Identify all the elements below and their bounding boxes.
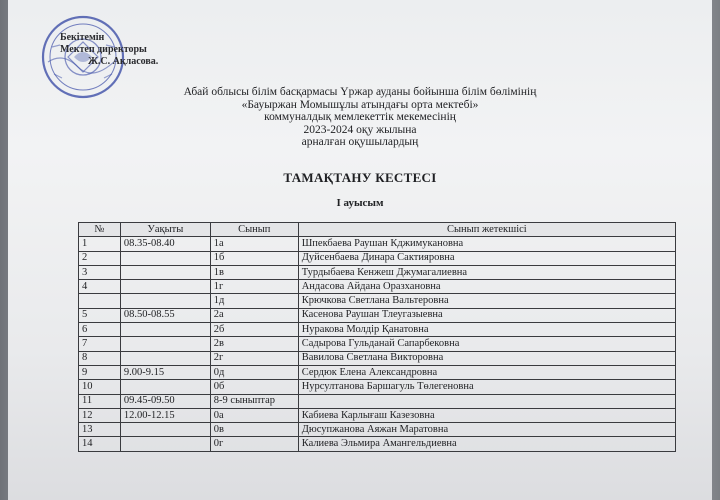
table-row xyxy=(79,423,676,437)
cell-number: 11 xyxy=(79,394,121,408)
table-row xyxy=(79,251,676,265)
cell-teacher: Дюсупжанова Аяжан Маратовна xyxy=(298,423,675,437)
cell-teacher: Вавилова Светлана Викторовна xyxy=(298,351,675,365)
cell-class: 0г xyxy=(210,437,298,451)
cell-time: 08.35-08.40 xyxy=(120,237,210,251)
cell-number: 9 xyxy=(79,365,121,379)
cell-number: 6 xyxy=(79,323,121,337)
cell-time xyxy=(120,265,210,279)
cell-number: 1 xyxy=(79,237,121,251)
cell-time xyxy=(120,294,210,308)
cell-teacher: Андасова Айдана Оразхановна xyxy=(298,280,675,294)
table-row xyxy=(79,294,676,308)
table-row xyxy=(79,337,676,351)
cell-class: 2б xyxy=(210,323,298,337)
table-row xyxy=(79,308,676,322)
cell-class: 1в xyxy=(210,265,298,279)
cell-time: 9.00-9.15 xyxy=(120,365,210,379)
cell-class: 2г xyxy=(210,351,298,365)
cell-class: 1г xyxy=(210,280,298,294)
cell-number: 10 xyxy=(79,380,121,394)
cell-teacher: Калиева Эльмира Амангельдиевна xyxy=(298,437,675,451)
cell-teacher: Шпекбаева Раушан Кджимукановна xyxy=(298,237,675,251)
column-header-number: № xyxy=(79,223,121,237)
cell-number: 4 xyxy=(79,280,121,294)
cell-number: 2 xyxy=(79,251,121,265)
cell-class: 0а xyxy=(210,408,298,422)
approval-line-1: Бекітемін xyxy=(60,32,105,43)
cell-number xyxy=(79,294,121,308)
cell-number: 3 xyxy=(79,265,121,279)
cell-class: 0д xyxy=(210,365,298,379)
cell-class: 0в xyxy=(210,423,298,437)
cell-time xyxy=(120,437,210,451)
cell-class: 1а xyxy=(210,237,298,251)
cell-time xyxy=(120,251,210,265)
table-row xyxy=(79,237,676,251)
cell-number: 8 xyxy=(79,351,121,365)
cell-time xyxy=(120,280,210,294)
cell-number: 14 xyxy=(79,437,121,451)
cell-time xyxy=(120,380,210,394)
cell-time: 09.45-09.50 xyxy=(120,394,210,408)
header-line-3: коммуналдық мемлекеттік мекемесінің xyxy=(264,111,456,123)
cell-teacher: Кабиева Карлығаш Казезовна xyxy=(298,408,675,422)
column-header-time: Уақыты xyxy=(120,223,210,237)
document-title: ТАМАҚТАНУ КЕСТЕСІ xyxy=(283,170,437,185)
cell-number: 13 xyxy=(79,423,121,437)
cell-teacher: Нуракова Молдір Қанатовна xyxy=(298,323,675,337)
cell-teacher: Крючкова Светлана Вальтеровна xyxy=(298,294,675,308)
cell-teacher: Касенова Раушан Тлеугазыевна xyxy=(298,308,675,322)
cell-time xyxy=(120,337,210,351)
cell-class: 8-9 сыныптар xyxy=(210,394,298,408)
table-row xyxy=(79,265,676,279)
column-header-teacher: Сынып жетекшісі xyxy=(298,223,675,237)
column-header-class: Сынып xyxy=(210,223,298,237)
cell-teacher: Турдыбаева Кенжеш Джумагалиевна xyxy=(298,265,675,279)
header-line-2: «Бауыржан Момышұлы атындағы орта мектебі» xyxy=(241,98,479,111)
cell-class: 1б xyxy=(210,251,298,265)
cell-number: 7 xyxy=(79,337,121,351)
cell-time xyxy=(120,351,210,365)
table-row xyxy=(79,380,676,394)
cell-teacher: Сердюк Елена Александровна xyxy=(298,365,675,379)
table-row xyxy=(79,351,676,365)
table-row xyxy=(79,323,676,337)
cell-teacher: Дуйсенбаева Динара Сактияровна xyxy=(298,251,675,265)
shift-label: I ауысым xyxy=(336,197,384,209)
approval-block xyxy=(60,32,158,68)
table-row xyxy=(79,280,676,294)
cell-time xyxy=(120,423,210,437)
cell-teacher: Нурсултанова Баршагуль Төлегеновна xyxy=(298,380,675,394)
cell-number: 12 xyxy=(79,408,121,422)
table-row xyxy=(79,365,676,379)
table-header-row xyxy=(79,223,676,237)
table-body xyxy=(79,237,676,451)
approval-line-2: Мектеп директоры xyxy=(60,44,147,55)
document-header xyxy=(8,86,712,149)
table-row xyxy=(79,408,676,422)
meal-schedule-table xyxy=(78,222,676,452)
approval-line-3: Ж.С. Ақласова. xyxy=(88,56,159,67)
cell-teacher xyxy=(298,394,675,408)
cell-class: 2в xyxy=(210,337,298,351)
cell-class: 2а xyxy=(210,308,298,322)
header-line-5: арналған оқушылардың xyxy=(301,136,419,148)
header-line-1: Абай облысы білім басқармасы Үржар ауданы бойынша білім бөлімінің xyxy=(183,86,537,98)
cell-number: 5 xyxy=(79,308,121,322)
cell-teacher: Садырова Гульданай Сапарбековна xyxy=(298,337,675,351)
cell-class: 0б xyxy=(210,380,298,394)
cell-time: 12.00-12.15 xyxy=(120,408,210,422)
header-line-4: 2023-2024 оқу жылына xyxy=(303,123,417,136)
cell-time: 08.50-08.55 xyxy=(120,308,210,322)
document-page xyxy=(8,0,712,500)
table-row xyxy=(79,394,676,408)
cell-class: 1д xyxy=(210,294,298,308)
cell-time xyxy=(120,323,210,337)
table-row xyxy=(79,437,676,451)
